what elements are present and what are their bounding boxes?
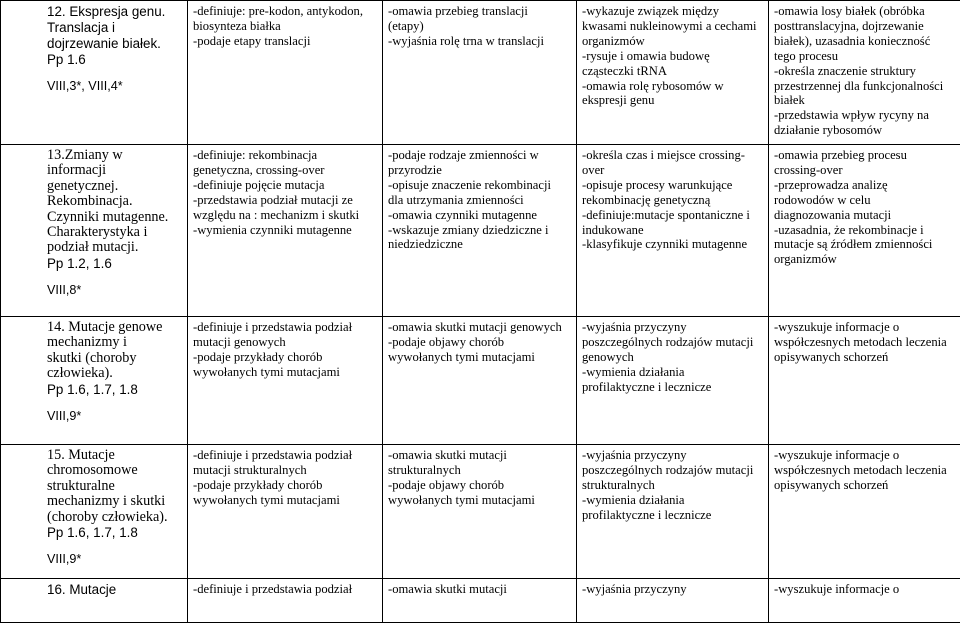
requirement-line: organizmów [774, 252, 837, 267]
requirement-line: mutacje są źródłem zmienności [774, 237, 933, 252]
requirement-line: działanie rybosomów [774, 123, 883, 138]
table-row [1, 445, 960, 579]
requirement-line: -omawia losy białek (obróbka [774, 4, 925, 18]
requirement-line: wywołanych tymi mutacjami [193, 492, 340, 507]
grade-reference: VIII,9* [47, 552, 82, 567]
requirement-line: poszczególnych rodzajów mutacji [582, 462, 754, 477]
topic-line: chromosomowe [47, 462, 138, 479]
requirement-line: -opisuje znaczenie rekombinacji [388, 177, 551, 192]
requirement-cell-c3 [577, 1, 769, 145]
requirement-line: rekombinację genetyczną [582, 192, 711, 207]
topic-line: genetycznej. [47, 177, 119, 194]
requirement-cell-c4 [769, 317, 960, 445]
requirement-line: mutacji strukturalnych [193, 462, 307, 477]
requirement-line: współczesnych metodach leczenia [774, 334, 947, 349]
requirement-line: diagnozowania mutacji [774, 207, 892, 222]
requirement-line: crossing-over [774, 162, 843, 177]
requirement-line: wywołanych tymi mutacjami [388, 349, 535, 364]
requirement-line: -omawia przebieg translacji [388, 4, 528, 18]
requirement-line: tego procesu [774, 48, 838, 63]
table-row [1, 145, 960, 317]
requirement-line: -podaje przykłady chorób [193, 349, 323, 364]
requirement-line: -omawia skutki mutacji [388, 448, 507, 462]
requirement-cell-c2 [383, 579, 577, 623]
requirement-line: biosynteza białka [193, 18, 281, 33]
requirement-line: -wyjaśnia przyczyny [582, 582, 687, 596]
topic-line: człowieka). [47, 365, 113, 382]
requirement-cell-c1 [188, 1, 383, 145]
requirement-cell-c1 [188, 445, 383, 579]
topic-line: strukturalne [47, 477, 115, 494]
requirement-line: -podaje objawy chorób [388, 334, 505, 349]
requirement-line: -podaje objawy chorób [388, 477, 505, 492]
requirement-line: -omawia przebieg procesu [774, 148, 907, 162]
requirement-cell-c3 [577, 317, 769, 445]
requirement-line: -określa czas i miejsce crossing- [582, 148, 745, 162]
topic-line: Pp 1.6 [47, 52, 86, 67]
requirement-cell-c4 [769, 579, 960, 623]
requirement-cell-c3 [577, 145, 769, 317]
requirement-cell-c4 [769, 145, 960, 317]
topic-line: 13.Zmiany w [47, 147, 123, 163]
requirement-line: -definiuje: pre-kodon, antykodon, [193, 4, 363, 18]
topic-line: informacji [47, 162, 107, 179]
requirement-line: -wyszukuje informacje o [774, 320, 900, 334]
requirement-line: -klasyfikuje czynniki mutagenne [582, 237, 748, 252]
requirement-line: genowych [582, 349, 634, 364]
requirement-line: dla utrzymania zmienności [388, 192, 524, 207]
grade-reference: VIII,3*, VIII,4* [47, 79, 123, 93]
topic-line: 14. Mutacje genowe [47, 319, 163, 335]
requirement-line: -podaje rodzaje zmienności w [388, 148, 539, 162]
requirement-line: over [582, 162, 605, 177]
requirement-line: rodowodów w celu [774, 192, 871, 207]
requirement-cell-c2 [383, 317, 577, 445]
requirement-line: -omawia rolę rybosomów w [582, 78, 724, 93]
grade-reference: VIII,9* [47, 408, 82, 423]
requirement-line: profilaktyczne i lecznicze [582, 507, 712, 522]
requirement-line: -wyszukuje informacje o [774, 582, 900, 596]
topic-cell [1, 1, 188, 145]
topic-line: Rekombinacja. [47, 193, 133, 210]
requirement-line: -wymienia działania [582, 364, 685, 379]
topic-line: podział mutacji. [47, 239, 139, 256]
requirement-line: genetyczna, crossing-over [193, 162, 325, 177]
requirement-line: białek), uzasadnia konieczność [774, 33, 931, 48]
topic-cell [1, 145, 188, 317]
requirement-line: -wskazuje zmiany dziedziczne i [388, 222, 549, 237]
requirement-line: -wyjaśnia rolę trna w translacji [388, 33, 544, 48]
topic-line: mechanizmy i skutki [47, 493, 166, 510]
topic-line: Czynniki mutagenne. [47, 208, 169, 225]
requirement-line: ekspresji genu [582, 93, 655, 108]
topic-line: mechanizmy i [47, 334, 127, 351]
requirement-line: -wyszukuje informacje o [774, 448, 900, 462]
table-row [1, 1, 960, 145]
requirement-line: -definiuje i przedstawia podział [193, 582, 353, 596]
requirement-cell-c2 [383, 145, 577, 317]
topic-line: 16. Mutacje [47, 582, 117, 597]
requirement-line: -wymienia działania [582, 492, 685, 507]
requirement-cell-c3 [577, 445, 769, 579]
topic-line: Pp 1.2, 1.6 [47, 255, 112, 271]
topic-line: 12. Ekspresja genu. [47, 4, 166, 19]
requirement-line: -podaje przykłady chorób [193, 477, 323, 492]
requirement-line: przestrzennej dla funkcjonalności [774, 78, 944, 93]
requirement-line: indukowane [582, 222, 644, 237]
requirement-line: -omawia skutki mutacji [388, 582, 507, 596]
requirement-line: posttranslacyjna, dojrzewanie [774, 18, 924, 33]
topic-line: Translacja i [47, 20, 115, 35]
requirement-cell-c1 [188, 579, 383, 623]
grade-reference: VIII,8* [47, 282, 82, 297]
requirement-line: -definiuje: rekombinacja [193, 148, 318, 162]
requirement-cell-c3 [577, 579, 769, 623]
requirement-cell-c1 [188, 317, 383, 445]
table-row [1, 579, 960, 623]
requirement-line: opisywanych schorzeń [774, 349, 889, 364]
requirement-line: -omawia czynniki mutagenne [388, 207, 537, 222]
topic-cell [1, 317, 188, 445]
topic-line: skutki (choroby [47, 349, 137, 366]
requirement-line: białek [774, 93, 805, 108]
topic-line: 15. Mutacje [47, 447, 115, 463]
requirement-line: -definiuje:mutacje spontaniczne i [582, 207, 750, 222]
requirement-line: opisywanych schorzeń [774, 477, 889, 492]
requirement-cell-c4 [769, 445, 960, 579]
requirement-line: -rysuje i omawia budowę [582, 48, 710, 63]
requirement-line: -podaje etapy translacji [193, 33, 311, 48]
requirement-line: -wykazuje związek między [582, 4, 720, 18]
requirement-line: -wyjaśnia przyczyny [582, 448, 687, 462]
requirement-cell-c2 [383, 1, 577, 145]
requirement-line: wywołanych tymi mutacjami [388, 492, 535, 507]
topic-line: (choroby człowieka). [47, 508, 168, 525]
topic-line: dojrzewanie białek. [47, 36, 161, 51]
requirement-line: niedziedziczne [388, 237, 463, 252]
requirement-line: -wymienia czynniki mutagenne [193, 222, 352, 237]
topic-line: Charakterystyka i [47, 224, 148, 241]
requirement-line: -opisuje procesy warunkujące [582, 177, 733, 192]
requirement-line: współczesnych metodach leczenia [774, 462, 947, 477]
requirement-line: -określa znaczenie struktury [774, 63, 916, 78]
requirement-line: -przeprowadza analizę [774, 177, 888, 192]
requirement-line: -przedstawia podział mutacji ze [193, 192, 353, 207]
requirement-line: -definiuje i przedstawia podział [193, 448, 353, 462]
requirement-line: mutacji genowych [193, 334, 286, 349]
requirement-line: -uzasadnia, że rekombinacje i [774, 222, 924, 237]
requirement-line: (etapy) [388, 18, 424, 33]
requirement-line: względu na : mechanizm i skutki [193, 207, 360, 222]
requirement-line: kwasami nukleinowymi a cechami [582, 18, 757, 33]
requirement-line: -wyjaśnia przyczyny [582, 320, 687, 334]
requirement-line: poszczególnych rodzajów mutacji [582, 334, 754, 349]
requirement-line: organizmów [582, 33, 645, 48]
requirement-line: profilaktyczne i lecznicze [582, 379, 712, 394]
requirement-line: strukturalnych [388, 462, 461, 477]
requirement-line: -omawia skutki mutacji genowych [388, 320, 562, 334]
requirement-line: -definiuje pojęcie mutacja [193, 177, 325, 192]
requirement-line: strukturalnych [582, 477, 655, 492]
topic-line: Pp 1.6, 1.7, 1.8 [47, 381, 138, 397]
requirement-line: wywołanych tymi mutacjami [193, 364, 340, 379]
topic-line: Pp 1.6, 1.7, 1.8 [47, 525, 138, 541]
topic-cell [1, 579, 188, 623]
requirement-line: -przedstawia wpływ rycyny na [774, 108, 929, 123]
topic-cell [1, 445, 188, 579]
requirement-cell-c1 [188, 145, 383, 317]
requirement-cell-c4 [769, 1, 960, 145]
requirement-cell-c2 [383, 445, 577, 579]
requirement-line: -definiuje i przedstawia podział [193, 320, 353, 334]
requirement-line: przyrodzie [388, 162, 442, 177]
requirement-line: cząsteczki tRNA [582, 63, 667, 78]
table-row [1, 317, 960, 445]
